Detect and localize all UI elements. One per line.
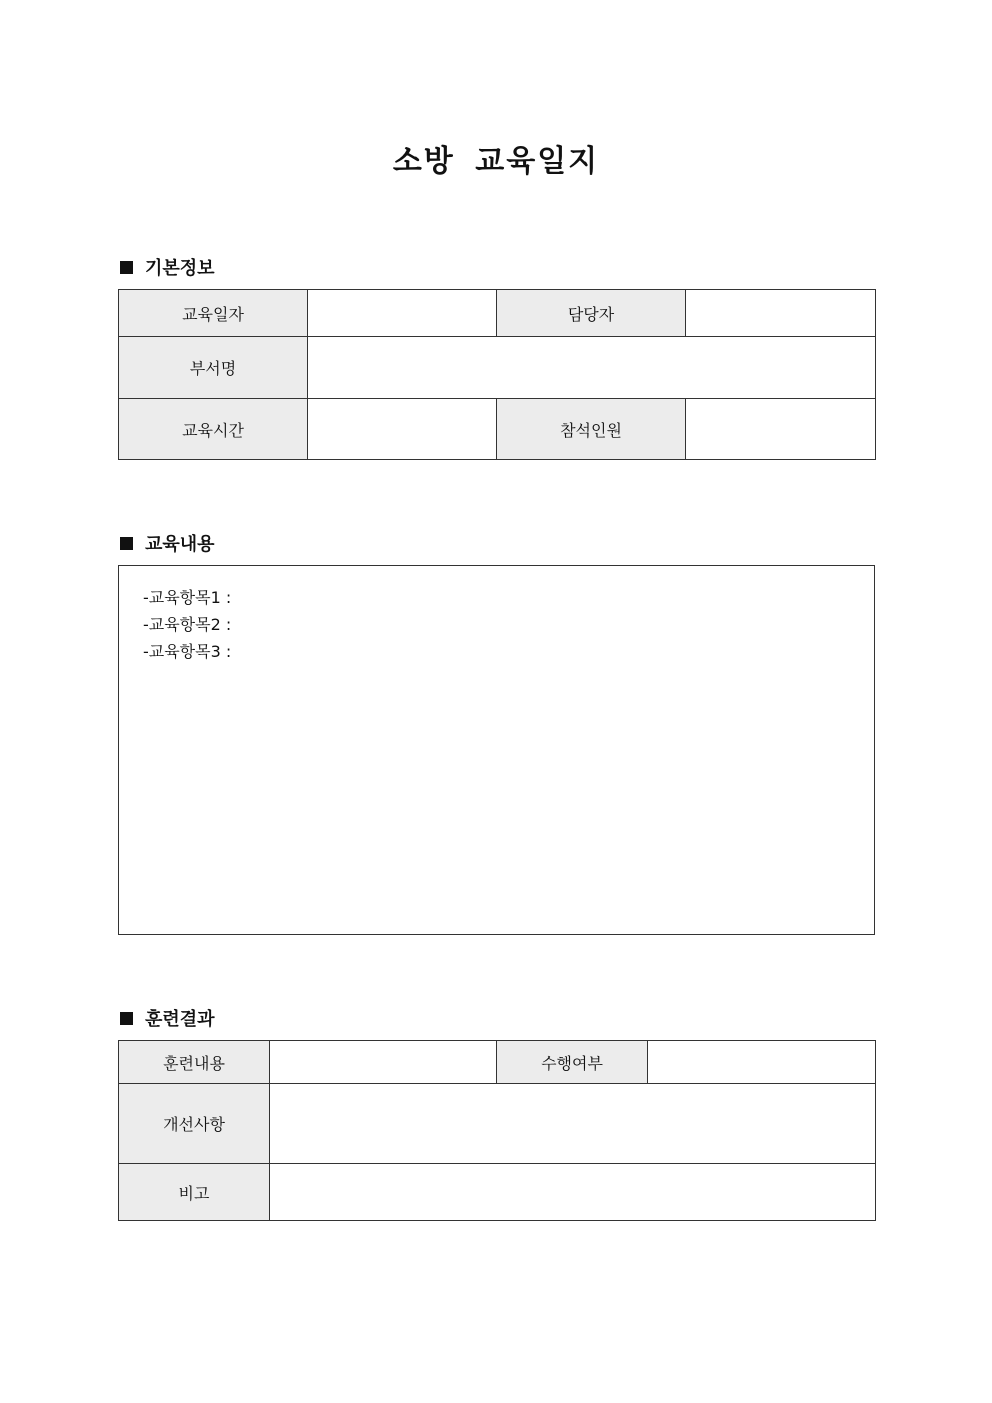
square-bullet-icon: [120, 261, 133, 274]
table-row: [119, 1084, 876, 1164]
manager-field[interactable]: [686, 290, 876, 337]
attendees-field[interactable]: [686, 399, 876, 460]
section-heading-basic-info: [120, 254, 215, 280]
table-row: [119, 399, 876, 460]
section-heading-label: 교육내용: [145, 534, 215, 555]
manager-label: 담당자: [497, 290, 686, 337]
improvements-label: 개선사항: [119, 1084, 270, 1164]
education-content-box[interactable]: [118, 565, 875, 935]
training-content-field[interactable]: [270, 1041, 497, 1084]
education-date-field[interactable]: [308, 290, 497, 337]
education-item-3: -교육항목3 :: [143, 642, 232, 661]
education-time-label: 교육시간: [119, 399, 308, 460]
document-title: 소방 교육일지: [392, 144, 600, 179]
section-heading-label: 훈련결과: [145, 1009, 215, 1030]
performed-field[interactable]: [648, 1041, 876, 1084]
improvements-field[interactable]: [270, 1084, 876, 1164]
education-item-2: -교육항목2 :: [143, 615, 232, 634]
performed-label: 수행여부: [497, 1041, 648, 1084]
table-row: [119, 1041, 876, 1084]
remarks-field[interactable]: [270, 1164, 876, 1221]
square-bullet-icon: [120, 1012, 133, 1025]
table-row: [119, 290, 876, 337]
training-result-table: [118, 1040, 876, 1221]
section-heading-education-content: [120, 530, 215, 556]
section-heading-training-result: [120, 1005, 215, 1031]
department-label: 부서명: [119, 337, 308, 399]
table-row: [119, 337, 876, 399]
education-item-1: -교육항목1 :: [143, 588, 232, 607]
table-row: [119, 1164, 876, 1221]
department-field[interactable]: [308, 337, 876, 399]
basic-info-table: [118, 289, 876, 460]
square-bullet-icon: [120, 537, 133, 550]
attendees-label: 참석인원: [497, 399, 686, 460]
remarks-label: 비고: [119, 1164, 270, 1221]
education-item-list: [143, 584, 231, 665]
section-heading-label: 기본정보: [145, 258, 215, 279]
education-date-label: 교육일자: [119, 290, 308, 337]
training-content-label: 훈련내용: [119, 1041, 270, 1084]
education-time-field[interactable]: [308, 399, 497, 460]
